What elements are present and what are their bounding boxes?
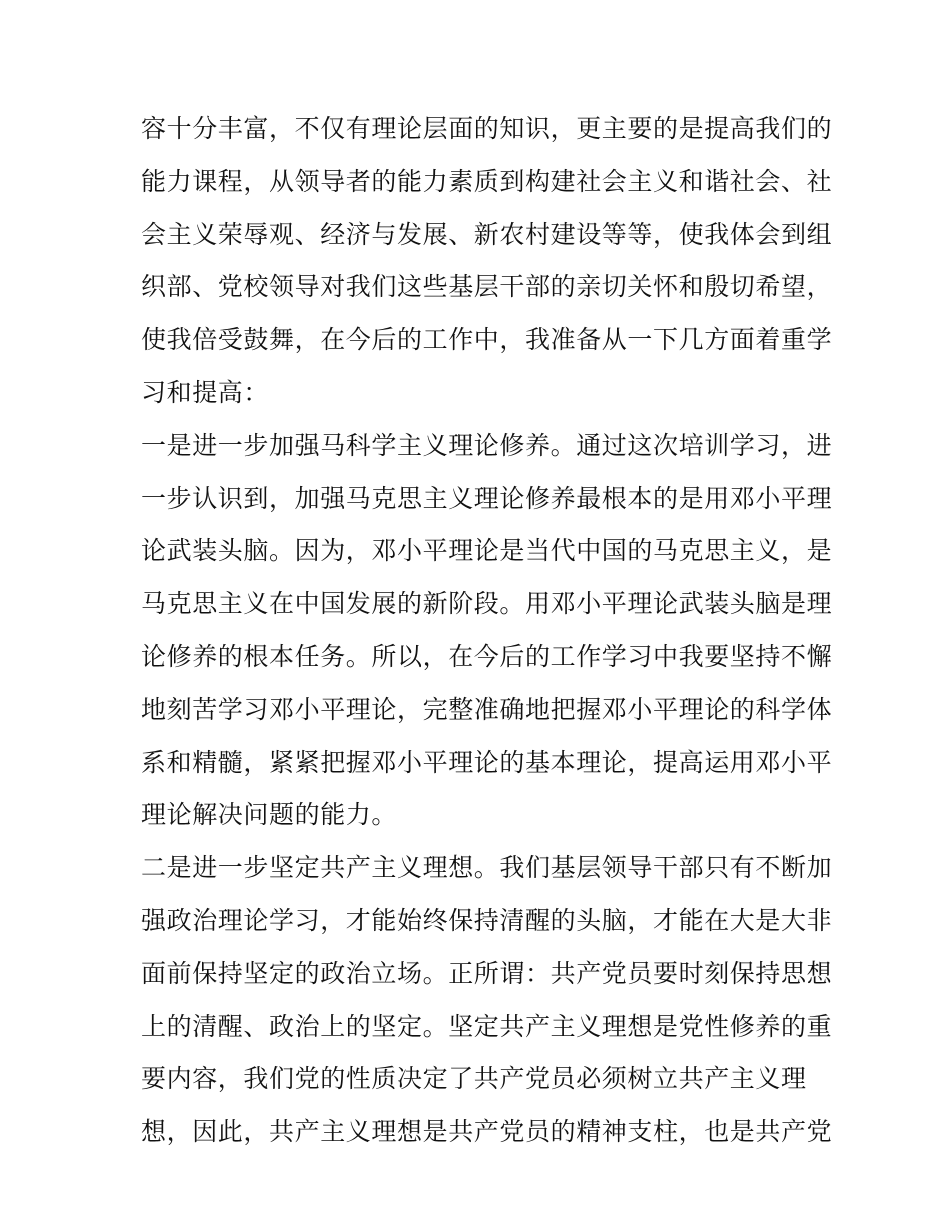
text-line: 能力课程，从领导者的能力素质到构建社会主义和谐社会、社 <box>141 166 833 196</box>
text-line: 上的清醒、政治上的坚定。坚定共产主义理想是党性修养的重 <box>141 1011 833 1041</box>
text-line: 理论解决问题的能力。 <box>141 800 398 830</box>
text-line: 面前保持坚定的政治立场。正所谓：共产党员要时刻保持思想 <box>141 958 833 988</box>
body-text <box>141 103 833 1159</box>
text-line: 马克思主义在中国发展的新阶段。用邓小平理论武装头脑是理 <box>141 589 833 619</box>
text-line: 二是进一步坚定共产主义理想。我们基层领导干部只有不断加 <box>141 853 833 883</box>
text-line: 强政治理论学习，才能始终保持清醒的头脑，才能在大是大非 <box>141 905 833 935</box>
text-line: 容十分丰富，不仅有理论层面的知识，更主要的是提高我们的 <box>141 114 833 143</box>
text-line: 要内容，我们党的性质决定了共产党员必须树立共产主义理 <box>141 1064 807 1094</box>
text-line: 论修养的根本任务。所以，在今后的工作学习中我要坚持不懈 <box>141 641 833 671</box>
text-line: 想，因此，共产主义理想是共产党员的精神支柱，也是共产党 <box>141 1117 833 1147</box>
text-line: 系和精髓，紧紧把握邓小平理论的基本理论，提高运用邓小平 <box>141 747 833 777</box>
text-line: 地刻苦学习邓小平理论，完整准确地把握邓小平理论的科学体 <box>141 694 833 724</box>
text-line: 习和提高： <box>141 377 270 407</box>
text-line: 会主义荣辱观、经济与发展、新农村建设等等，使我体会到组 <box>141 219 833 249</box>
text-line: 论武装头脑。因为，邓小平理论是当代中国的马克思主义，是 <box>141 536 833 566</box>
text-line: 一步认识到，加强马克思主义理论修养最根本的是用邓小平理 <box>141 483 833 513</box>
text-line: 织部、党校领导对我们这些基层干部的亲切关怀和殷切希望， <box>141 272 833 302</box>
text-line: 使我倍受鼓舞，在今后的工作中，我准备从一下几方面着重学 <box>141 325 833 355</box>
text-line: 一是进一步加强马科学主义理论修养。通过这次培训学习，进 <box>141 430 833 460</box>
